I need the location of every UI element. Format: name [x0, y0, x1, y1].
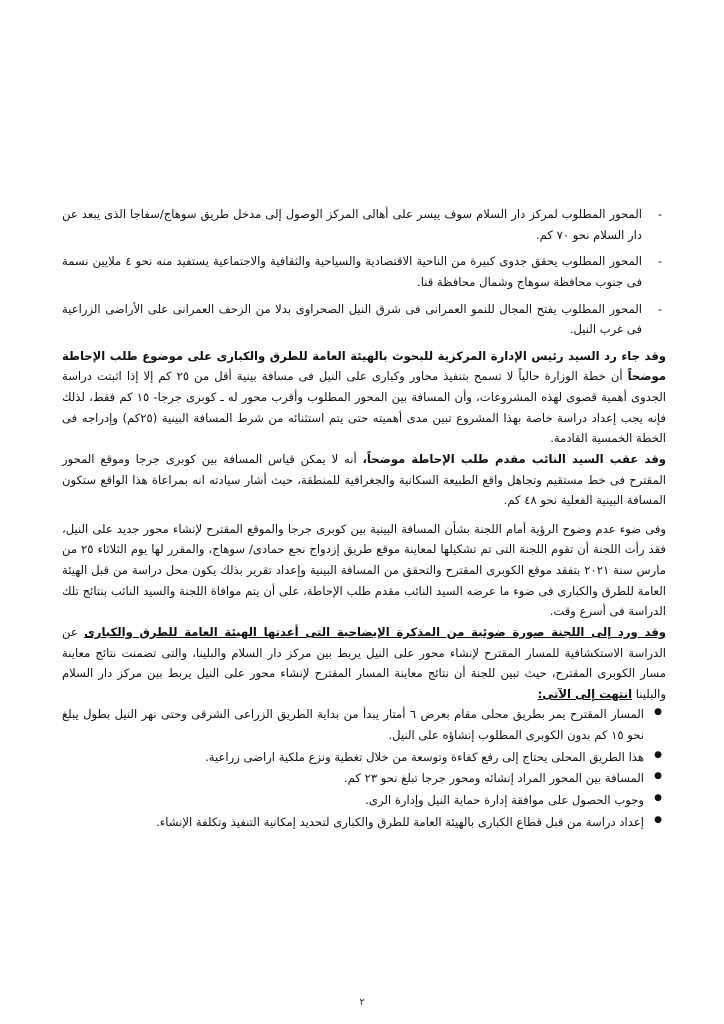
deputy-body: أنه لا يمكن قياس المسافة بين كوبرى جرجا وموقع المحور المقترح فى خط مستقيم وتجاهل واقع الطبيعة السكانية والجغرافية للمنطقة، حيث أشار سيادته انه بمراعاة هذا الواقع ستكون المسافة البينية الفعلية نحو ٤٨ كم.: [62, 451, 666, 508]
committee-paragraph: وفى ضوء عدم وضوح الرؤية أمام اللجنة بشأن المسافة البينية بين كوبرى جرجا والموقع المقترح لإنشاء محور جديد على النيل، فقد رأت اللجنة أن تقوم اللجنة التى تم تشكيلها لمعاينة موقع طريق إزدواج نجع حمادى/ سوهاج، والمقرر لها يوم الثلاثاء ٢٥ من مارس سنة ٢٠٢١ بتفقد موقع الكوبرى المقترح والتحقق من المسافة البينية وإعداد تقرير بذلك يكون محل دراسة من قبل الهيئة العامة للطرق والكبارى فى ضوء ما عرضه السيد النائب مقدم طلب الإحاطة، على أن يتم موافاة اللجنة والسيد النائب بنتائج تلك الدراسة فى أسرع وقت.: [62, 521, 666, 619]
list-item: ● وجوب الحصول على موافقة إدارة حماية النيل وإدارة الرى.: [62, 790, 666, 811]
list-item: - المحور المطلوب لمركز دار السلام سوف ييسر على أهالى المركز الوصول إلى مدخل طريق سوهاج/سفاجا الذى يبعد عن دار السلام نحو ٧٠ كم.: [62, 204, 666, 245]
list-item: - المحور المطلوب يحقق جدوى كبيرة من الناحية الاقتصادية والسياحية والثقافية والاجتماعية يستفيد منه نحو ٤ ملايين نسمة فى جنوب محافظة سوهاج وشمال محافظة قنا.: [62, 251, 666, 292]
list-item: ● المسار المقترح يمر بطريق محلى مقام بعرض ٦ أمتار يبدأ من بداية الطريق الزراعى الشرقى وحتى نهر النيل بطول يبلغ نحو ١٥ كم بدون الكوبرى المطلوب إنشاؤه على النيل.: [62, 704, 666, 745]
memo-lead: وقد ورد إلى اللجنة صورة ضوئية من المذكرة الإيضاحية التى أعدتها الهيئة العامة للطرق والكبارى: [84, 624, 666, 639]
intro-dash-list: [62, 204, 666, 340]
reply-body: أن خطة الوزارة حالياً لا تسمح بتنفيذ محاور وكبارى على النيل فى مسافة بينية أقل من ٢٥ كم إلا إذا اثبتت دراسة الجدوى أهمية قصوى لهذه المشروعات، وأن المسافة بين المحور المطلوب وأقرب محور له ـ كوبرى جرجا- ١٥ كم فقط، لذلك فإنه يجب إعداد دراسة خاصة بهذا المشروع تبين مدى أهميته حتى يتم استثنائه من شرط المسافة البينية (٢٥كم) وإدراجه فى الخطة الخمسية القادمة.: [62, 369, 666, 446]
list-item: - المحور المطلوب يفتح المجال للنمو العمرانى فى شرق النيل الصحراوى بدلا من الزحف العمرانى على الأراضى الزراعية فى غرب النيل.: [62, 299, 666, 340]
memo-body: عن الدراسة الاستكشافية للمسار المقترح لإنشاء محور على النيل يربط بين مركز دار السلام والبلينا، والتى تضمنت نتائج معاينة مسار الكوبرى المقترح، حيث تبين للجنة أن نتائج معاينة المسار المقترح لإنشاء محور على النيل يربط بين مركز دار السلام والبلينا: [62, 624, 666, 701]
memo-tail: انتهت إلى الآتى:: [537, 686, 633, 701]
reply-lead: وقد جاء رد السيد رئيس الإدارة المركزية للبحوث بالهيئة العامة للطرق والكبارى على موضوع طلب الإحاطة موضحاً: [62, 348, 666, 384]
document-body: [62, 204, 666, 833]
reply-paragraph: [62, 346, 666, 449]
deputy-paragraph: [62, 449, 666, 511]
memo-paragraph: [62, 622, 666, 705]
findings-list: [62, 704, 666, 832]
deputy-lead: وقد عقب السيد النائب مقدم طلب الإحاطة موضحاً،: [362, 451, 666, 466]
list-item: ● إعداد دراسة من قبل قطاع الكبارى بالهيئة العامة للطرق والكبارى لتحديد إمكانية التنفيذ وتكلفة الإنشاء.: [62, 812, 666, 833]
list-item: ● هذا الطريق المحلى يحتاج إلى رفع كفاءة وتوسعة من خلال تغطية ونزع ملكية اراضى زراعية.: [62, 747, 666, 768]
page-number: ٢: [359, 997, 365, 1008]
list-item: ● المسافة بين المحور المراد إنشائه ومحور جرجا تبلغ نحو ٢٣ كم.: [62, 768, 666, 789]
